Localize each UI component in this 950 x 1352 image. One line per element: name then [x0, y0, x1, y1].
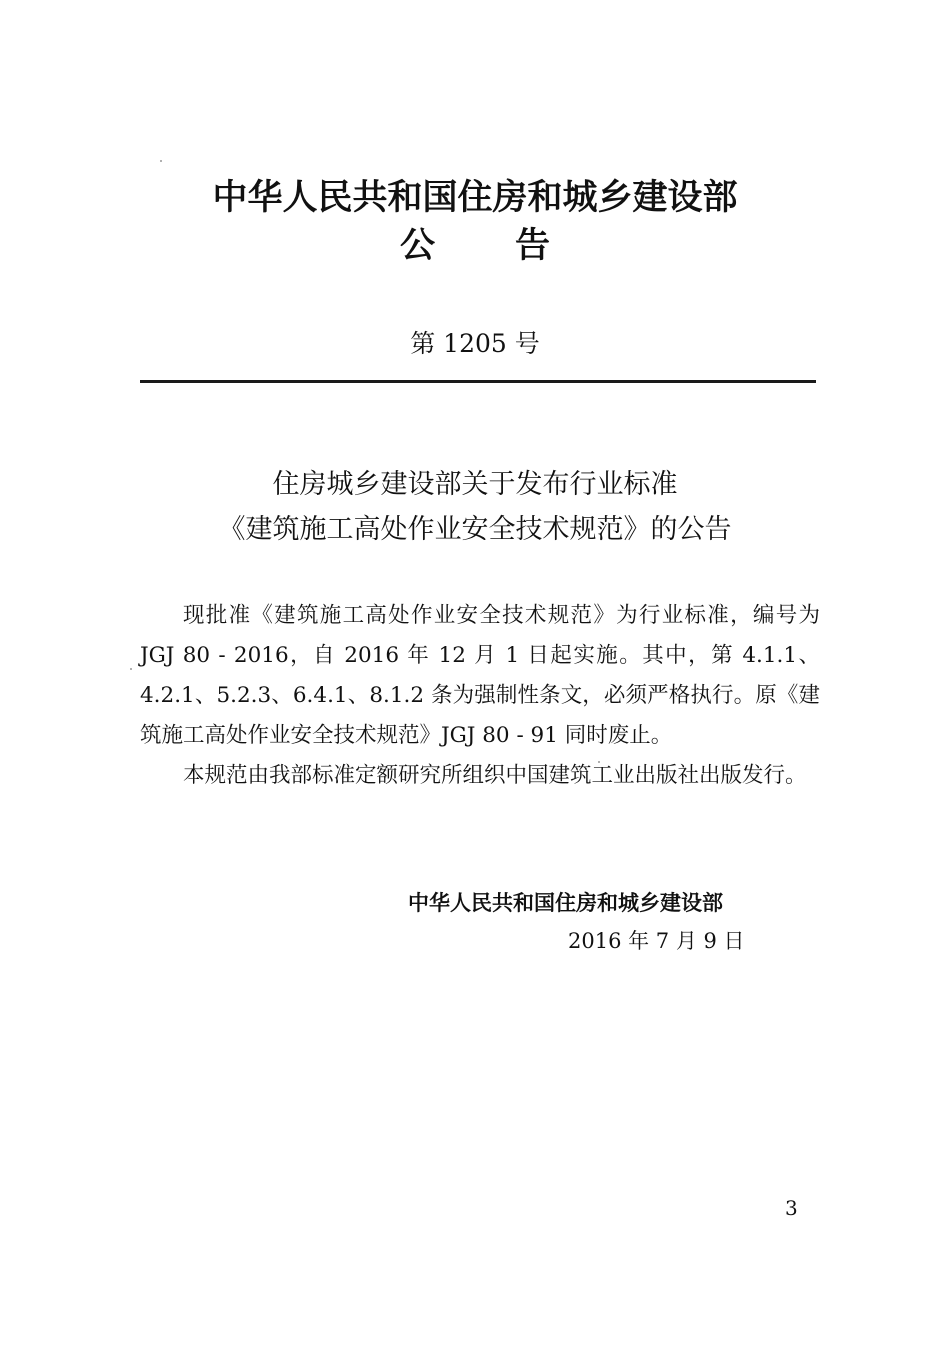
announcement-title	[0, 224, 950, 268]
body-paragraph-2: 本规范由我部标准定额研究所组织中国建筑工业出版社出版发行。	[183, 763, 807, 788]
announcement-char-1: 公	[399, 226, 435, 266]
subject-line-2: 《建筑施工高处作业安全技术规范》的公告	[218, 514, 732, 545]
subject-line-1: 住房城乡建设部关于发布行业标准	[272, 469, 678, 500]
scan-speck	[160, 160, 162, 162]
body-text	[140, 596, 820, 796]
ministry-title: 中华人民共和国住房和城乡建设部	[212, 178, 738, 218]
signature-date: 2016 年 7 月 9 日	[568, 929, 745, 953]
document-number: 第 1205 号	[410, 329, 540, 358]
body-paragraph-1: 现批准《建筑施工高处作业安全技术规范》为行业标准，编号为 JGJ 80 - 2016，自 2016 年 12 月 1 日起实施。其中，第 4.1.1、4.2.1、5.2.3、6.4.1、8.1.2 条为强制性条文，必须严格执行。原《建筑施工高处作业安全技术规范》JGJ 80 - 91 同时废止。	[140, 603, 820, 748]
announcement-char-2: 告	[515, 226, 551, 266]
scan-speck	[598, 761, 600, 763]
subject-heading	[0, 462, 950, 552]
header-divider	[140, 380, 816, 383]
signature-organization: 中华人民共和国住房和城乡建设部	[408, 891, 723, 915]
page-number: 3	[785, 1196, 798, 1220]
scan-speck	[130, 668, 132, 670]
